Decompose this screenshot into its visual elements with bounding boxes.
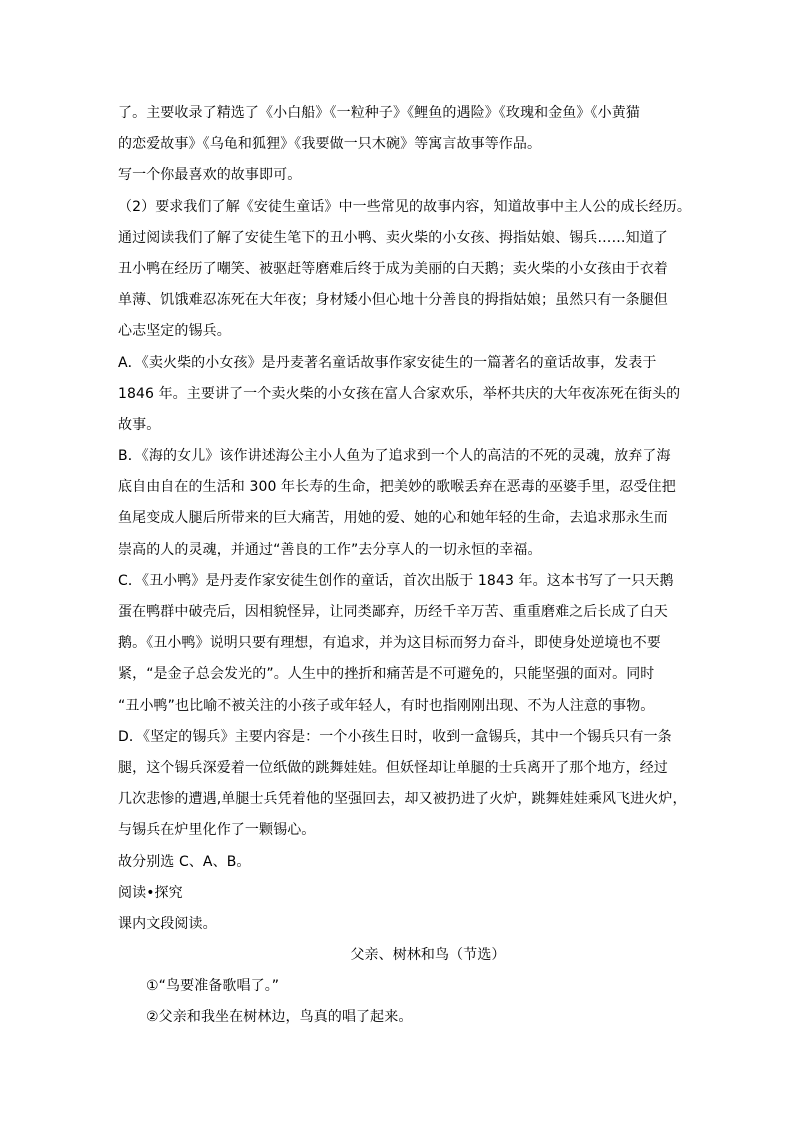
text-line: B．《海的女儿》该作讲述海公主小人鱼为了追求到一个人的高洁的不死的灵魂，放弃了海 bbox=[118, 448, 671, 465]
text-line: 1846 年。主要讲了一个卖火柴的小女孩在富人合家欢乐，举杯共庆的大年夜冻死在街头的 bbox=[118, 385, 681, 402]
text-line: 几次悲惨的遭遇,单腿士兵凭着他的坚强回去，却又被扔进了火炉，跳舞娃娃乘风飞进火炉， bbox=[118, 791, 687, 808]
passage-title: 父亲、树林和鸟（节选） bbox=[350, 947, 506, 964]
text-line: 故分别选 C、A、B。 bbox=[118, 853, 251, 870]
text-line: A．《卖火柴的小女孩》是丹麦著名童话故事作家安徒生的一篇著名的童话故事，发表于 bbox=[118, 354, 657, 371]
text-line: 腿，这个锡兵深爱着一位纸做的跳舞娃娃。但妖怪却让单腿的士兵离开了那个地方，经过 bbox=[118, 759, 668, 776]
text-line: 底自由自在的生活和 300 年长寿的生命，把美妙的歌喉丢弃在恶毒的巫婆手里，忍受住把 bbox=[118, 479, 676, 496]
text-line: （2）要求我们了解《安徒生童话》中一些常见的故事内容，知道故事中主人公的成长经历。 bbox=[118, 198, 692, 215]
text-line: “丑小鸭”也比喻不被关注的小孩子或年轻人，有时也指刚刚出现、不为人注意的事物。 bbox=[118, 697, 655, 714]
text-line: D．《坚定的锡兵》主要内容是：一个小孩生日时，收到一盒锡兵，其中一个锡兵只有一条 bbox=[118, 728, 672, 745]
text-line: 鹅。《丑小鸭》说明只要有理想，有追求，并为这目标而努力奋斗，即使身处逆境也不要 bbox=[118, 635, 661, 652]
passage-paragraph: ①“鸟要准备歌唱了。” bbox=[146, 978, 280, 995]
text-line: 课内文段阅读。 bbox=[118, 915, 217, 932]
text-line: 蛋在鸭群中破壳后，因相貌怪异，让同类鄙弃，历经千辛万苦、重重磨难之后长成了白天 bbox=[118, 604, 668, 620]
text-line: 紧，“是金子总会发光的”。人生中的挫折和痛苦是不可避免的，只能坚强的面对。同时 bbox=[118, 666, 655, 683]
text-line: 阅读•探究 bbox=[118, 884, 183, 901]
text-line: 了。主要收录了精选了《小白船》《一粒种子》《鲤鱼的遇险》《玫瑰和金鱼》《小黄猫 bbox=[118, 105, 640, 121]
text-line: 崇高的人的灵魂，并通过“善良的工作”去分享人的一切永恒的幸福。 bbox=[118, 541, 542, 558]
text-line: 心志坚定的锡兵。 bbox=[118, 323, 231, 340]
text-line: C．《丑小鸭》是丹麦作家安徒生创作的童话，首次出版于 1843 年。这本书写了一只天鹅 bbox=[118, 572, 674, 589]
text-line: 丑小鸭在经历了嘲笑、被驱赶等磨难后终于成为美丽的白天鹅；卖火柴的小女孩由于衣着 bbox=[118, 260, 668, 277]
text-line: 鱼尾变成人腿后所带来的巨大痛苦，用她的爱、她的心和她年轻的生命，去追求那永生而 bbox=[118, 510, 668, 527]
answer-text bbox=[118, 98, 718, 940]
text-line: 故事。 bbox=[118, 416, 161, 433]
text-line: 的恋爱故事》《乌龟和狐狸》《我要做一只木碗》等寓言故事等作品。 bbox=[118, 136, 542, 153]
passage-paragraph: ②父亲和我坐在树林边，鸟真的唱了起来。 bbox=[146, 1009, 413, 1026]
document-page bbox=[118, 98, 718, 1034]
text-line: 写一个你最喜欢的故事即可。 bbox=[118, 167, 302, 184]
text-line: 单薄、饥饿难忍冻死在大年夜；身材矮小但心地十分善良的拇指姑娘；虽然只有一条腿但 bbox=[118, 292, 668, 309]
text-line: 与锡兵在炉里化作了一颗锡心。 bbox=[118, 822, 316, 839]
text-line: 通过阅读我们了解了安徒生笔下的丑小鸭、卖火柴的小女孩、拇指姑娘、锡兵……知道了 bbox=[118, 229, 668, 246]
